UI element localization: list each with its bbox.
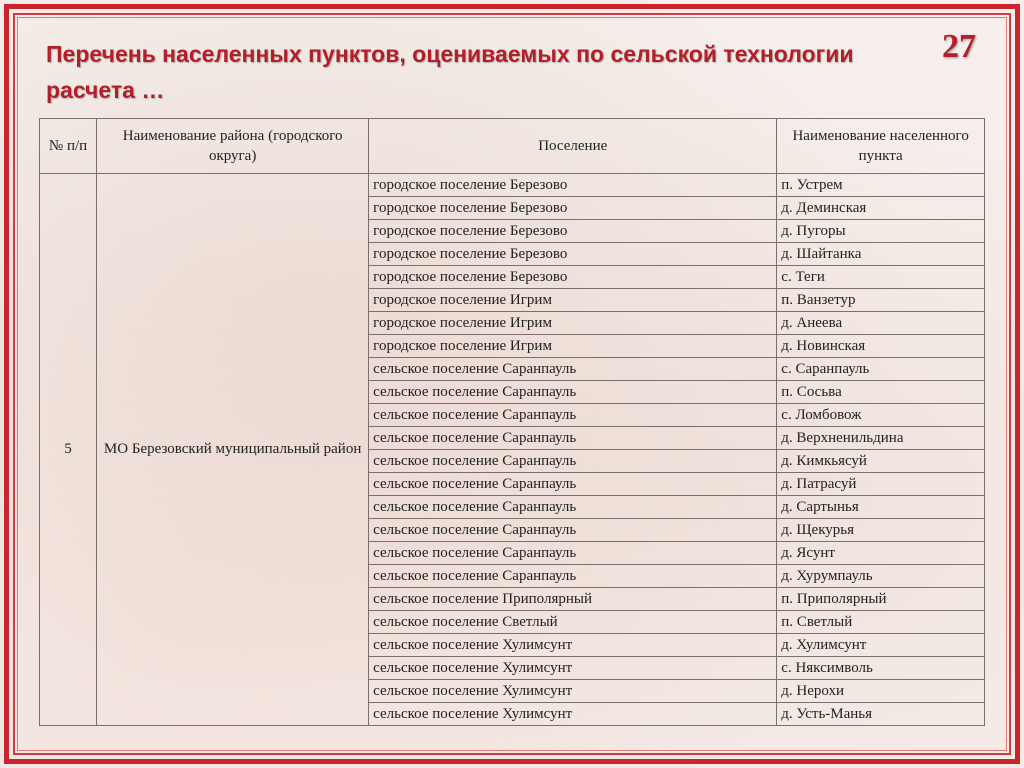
settlement-cell: сельское поселение Саранпауль bbox=[369, 427, 777, 450]
locality-cell: д. Анеева bbox=[777, 312, 985, 335]
locality-cell: с. Ломбовож bbox=[777, 404, 985, 427]
locality-cell: п. Устрем bbox=[777, 174, 985, 197]
settlement-cell: городское поселение Березово bbox=[369, 174, 777, 197]
locality-cell: д. Патрасуй bbox=[777, 473, 985, 496]
table-body bbox=[40, 174, 985, 726]
locality-cell: д. Нерохи bbox=[777, 680, 985, 703]
settlement-cell: городское поселение Игрим bbox=[369, 335, 777, 358]
table-header-row bbox=[40, 119, 985, 174]
locality-cell: д. Сартынья bbox=[777, 496, 985, 519]
settlement-cell: городское поселение Игрим bbox=[369, 289, 777, 312]
settlement-cell: сельское поселение Хулимсунт bbox=[369, 634, 777, 657]
locality-cell: с. Саранпауль bbox=[777, 358, 985, 381]
locality-cell: д. Шайтанка bbox=[777, 243, 985, 266]
settlement-cell: сельское поселение Саранпауль bbox=[369, 542, 777, 565]
locality-cell: д. Ясунт bbox=[777, 542, 985, 565]
settlement-cell: городское поселение Березово bbox=[369, 197, 777, 220]
settlement-cell: городское поселение Березово bbox=[369, 243, 777, 266]
settlement-cell: городское поселение Березово bbox=[369, 220, 777, 243]
locality-cell: д. Кимкьясуй bbox=[777, 450, 985, 473]
settlement-cell: сельское поселение Саранпауль bbox=[369, 381, 777, 404]
slide-title: Перечень населенных пунктов, оцениваемых по сельской технологии расчета … bbox=[46, 41, 854, 103]
locality-cell: д. Верхненильдина bbox=[777, 427, 985, 450]
locality-cell: п. Приполярный bbox=[777, 588, 985, 611]
header-locality: Наименование населенного пункта bbox=[777, 119, 985, 174]
locality-cell: п. Ванзетур bbox=[777, 289, 985, 312]
locality-cell: д. Новинская bbox=[777, 335, 985, 358]
settlement-cell: сельское поселение Саранпауль bbox=[369, 519, 777, 542]
locality-cell: д. Деминская bbox=[777, 197, 985, 220]
header-number: № п/п bbox=[40, 119, 97, 174]
locality-cell: д. Хулимсунт bbox=[777, 634, 985, 657]
settlement-cell: сельское поселение Саранпауль bbox=[369, 404, 777, 427]
localities-table bbox=[39, 118, 985, 726]
settlement-cell: сельское поселение Саранпауль bbox=[369, 473, 777, 496]
settlement-cell: сельское поселение Светлый bbox=[369, 611, 777, 634]
settlement-cell: сельское поселение Саранпауль bbox=[369, 565, 777, 588]
locality-cell: п. Сосьва bbox=[777, 381, 985, 404]
settlement-cell: сельское поселение Саранпауль bbox=[369, 358, 777, 381]
settlement-cell: городское поселение Березово bbox=[369, 266, 777, 289]
locality-cell: д. Щекурья bbox=[777, 519, 985, 542]
settlement-cell: сельское поселение Саранпауль bbox=[369, 450, 777, 473]
row-number-cell: 5 bbox=[40, 174, 97, 726]
settlement-cell: городское поселение Игрим bbox=[369, 312, 777, 335]
settlement-cell: сельское поселение Хулимсунт bbox=[369, 680, 777, 703]
locality-cell: с. Няксимволь bbox=[777, 657, 985, 680]
table-row bbox=[40, 174, 985, 197]
settlement-cell: сельское поселение Хулимсунт bbox=[369, 657, 777, 680]
locality-cell: д. Хурумпауль bbox=[777, 565, 985, 588]
page-number: 27 bbox=[942, 28, 976, 65]
locality-cell: п. Светлый bbox=[777, 611, 985, 634]
district-cell: МО Березовский муниципальный район bbox=[97, 174, 369, 726]
settlement-cell: сельское поселение Саранпауль bbox=[369, 496, 777, 519]
locality-cell: д. Усть-Манья bbox=[777, 703, 985, 726]
settlement-cell: сельское поселение Хулимсунт bbox=[369, 703, 777, 726]
header-district: Наименование района (городского округа) bbox=[97, 119, 369, 174]
locality-cell: д. Пугоры bbox=[777, 220, 985, 243]
locality-cell: с. Теги bbox=[777, 266, 985, 289]
header-settlement: Поселение bbox=[369, 119, 777, 174]
settlement-cell: сельское поселение Приполярный bbox=[369, 588, 777, 611]
